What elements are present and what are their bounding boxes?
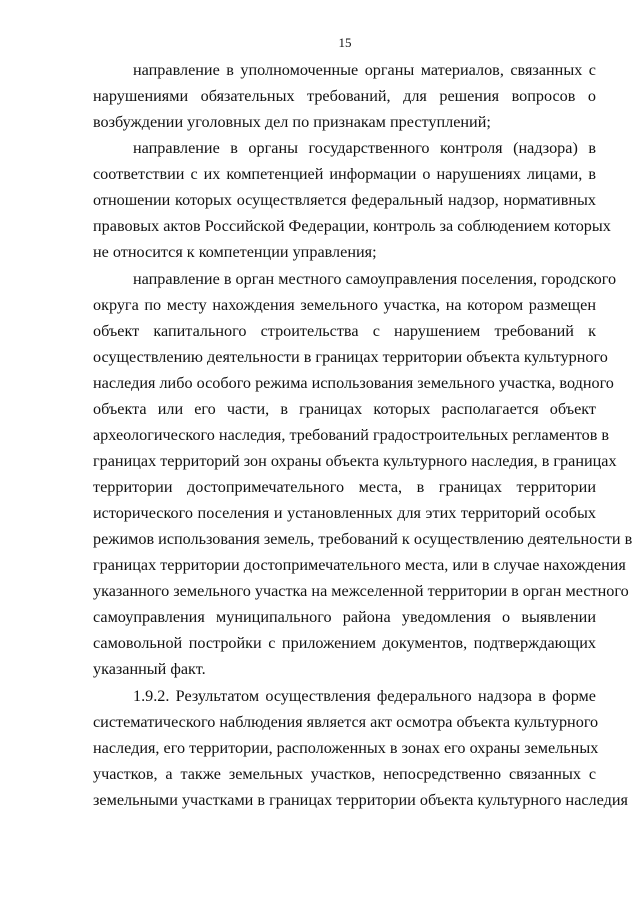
text-line: возбуждении уголовных дел по признакам преступлений; [93,113,491,132]
text-line: наследия либо особого режима использования земельного участка, водного [93,373,614,392]
text-line: наследия, его территории, расположенных в зонах его охраны земельных [93,738,599,757]
text-line: участков, а также земельных участков, непосредственно связанных с [93,764,596,783]
text-line: земельными участками в границах территории объекта культурного наследия [93,790,628,809]
text-line: самовольной постройки с приложением документов, подтверждающих [93,634,596,653]
text-line: округа по месту нахождения земельного участка, на котором размещен [93,295,596,314]
text-line: правовых актов Российской Федерации, контроль за соблюдением которых [93,217,611,236]
text-line: объект капитального строительства с нарушением требований к [93,321,596,340]
text-line: направление в уполномоченные органы материалов, связанных с [133,61,596,79]
text-line: не относится к компетенции управления; [93,243,377,262]
text-line: археологического наследия, требований градостроительных регламентов в [93,425,610,444]
text-line: территории достопримечательного места, в границах территории [93,478,596,496]
text-line: исторического поселения и установленных для этих территорий особых [93,504,596,523]
text-line: осуществлению деятельности в границах территории объекта культурного [93,347,608,366]
text-line: направление в органы государственного контроля (надзора) в [133,139,596,158]
paragraph [93,683,628,813]
text-line: отношении которых осуществляется федеральный надзор, нормативных [93,191,596,210]
text-line: систематического наблюдения является акт осмотра объекта культурного [93,712,599,731]
document-body [93,57,633,813]
text-line: нарушениями обязательных требований, для решения вопросов о [93,87,596,106]
text-line: соответствии с их компетенцией информации о нарушениях лицами, в [93,165,596,184]
text-line: режимов использования земель, требований к осуществлению деятельности в [93,530,633,549]
paragraph [93,135,611,265]
text-line: указанный факт. [93,660,206,679]
text-line: границах территорий зон охраны объекта культурного наследия, в границах [93,451,617,470]
text-line: направление в орган местного самоуправления поселения, городского [133,269,617,288]
text-line: границах территории достопримечательного места, или в случае нахождения [93,556,626,575]
page-number: 15 [338,35,352,50]
paragraph [93,57,596,135]
paragraph [93,266,633,683]
text-line: самоуправления муниципального района уведомления о выявлении [93,608,596,627]
text-line: 1.9.2. Результатом осуществления федерального надзора в форме [133,686,596,705]
text-line: объекта или его части, в границах которых располагается объект [93,399,596,418]
text-line: указанного земельного участка на межселенной территории в орган местного [93,582,629,601]
